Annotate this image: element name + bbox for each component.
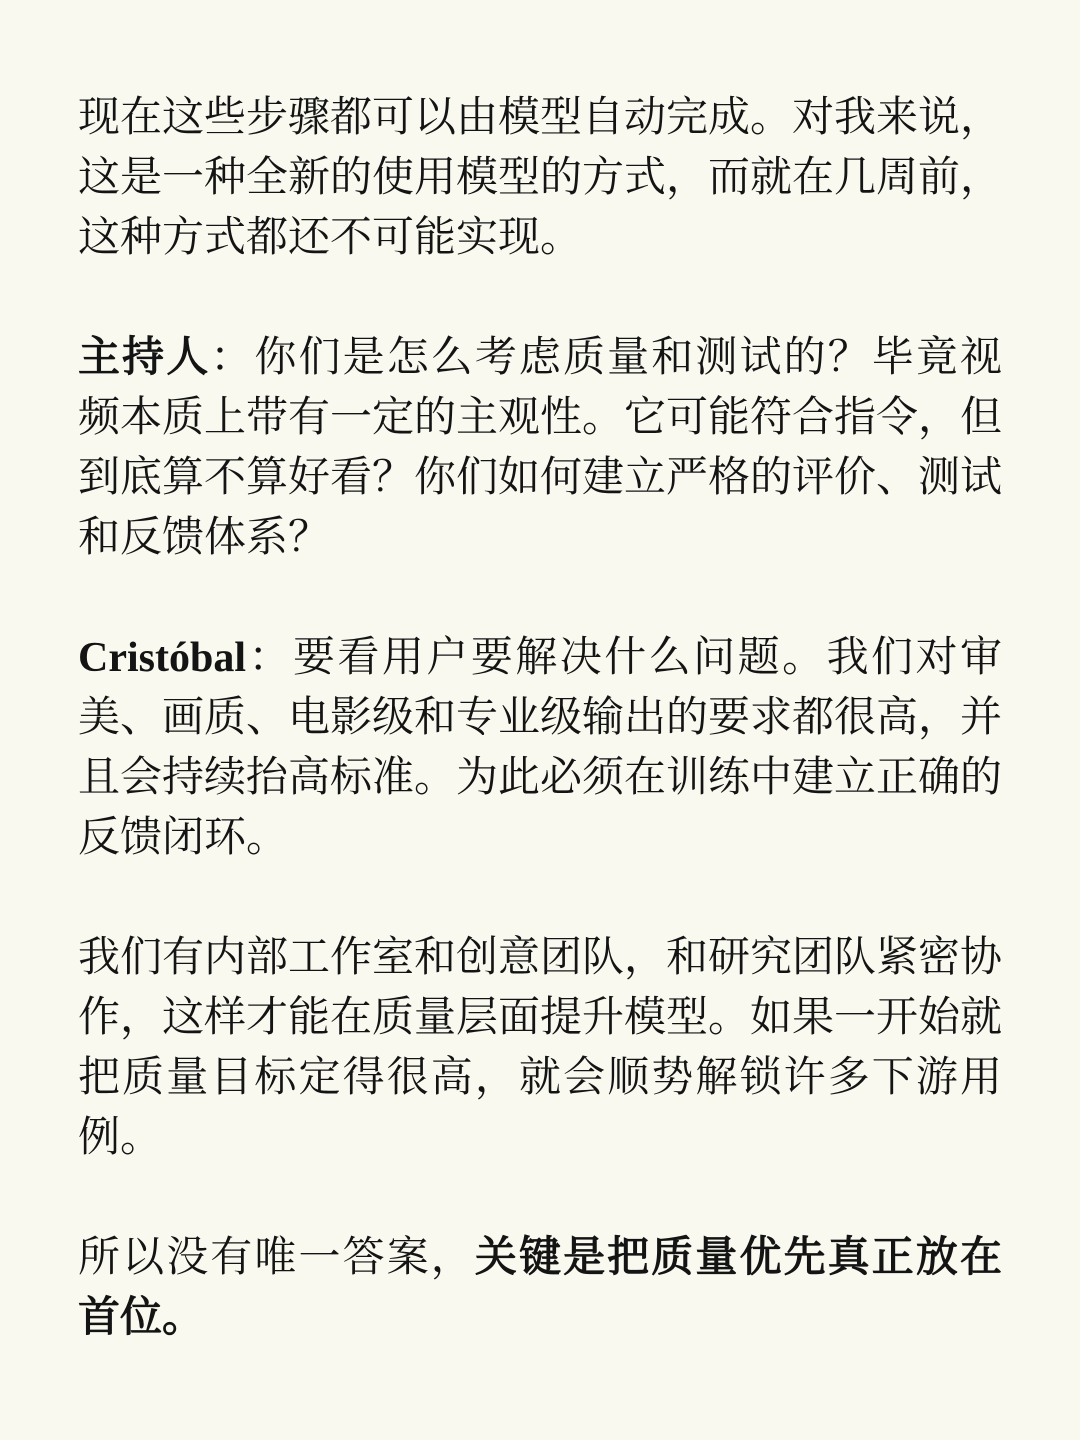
speaker-label-cristobal: Cristóbal (78, 635, 246, 681)
paragraph-4-text: 我们有内部工作室和创意团队，和研究团队紧密协作，这样才能在质量层面提升模型。如果一开始就把质量目标定得很高，就会顺势解锁许多下游用例。 (78, 935, 1003, 1161)
paragraph-2-text: ：你们是怎么考虑质量和测试的？毕竟视频本质上带有一定的主观性。它可能符合指令，但到底算不算好看？你们如何建立严格的评价、测试和反馈体系？ (78, 335, 1003, 561)
article-body (78, 88, 1002, 1348)
paragraph-3-text: ：要看用户要解决什么问题。我们对审美、画质、电影级和专业级输出的要求都很高，并且会持续抬高标准。为此必须在训练中建立正确的反馈闭环。 (78, 635, 1003, 861)
speaker-label-host: 主持人 (78, 335, 211, 381)
paragraph-2 (78, 328, 1002, 568)
paragraph-1 (78, 88, 1002, 268)
paragraph-5-text: 所以没有唯一答案， (78, 1235, 475, 1281)
paragraph-4 (78, 928, 1002, 1168)
paragraph-5 (78, 1228, 1002, 1348)
paragraph-1-text: 现在这些步骤都可以由模型自动完成。对我来说，这是一种全新的使用模型的方式，而就在几周前，这种方式都还不可能实现。 (78, 95, 1003, 261)
paragraph-5-emphasis: 关键是把质量优先真正放在首位。 (78, 1235, 1002, 1341)
paragraph-3 (78, 628, 1002, 868)
